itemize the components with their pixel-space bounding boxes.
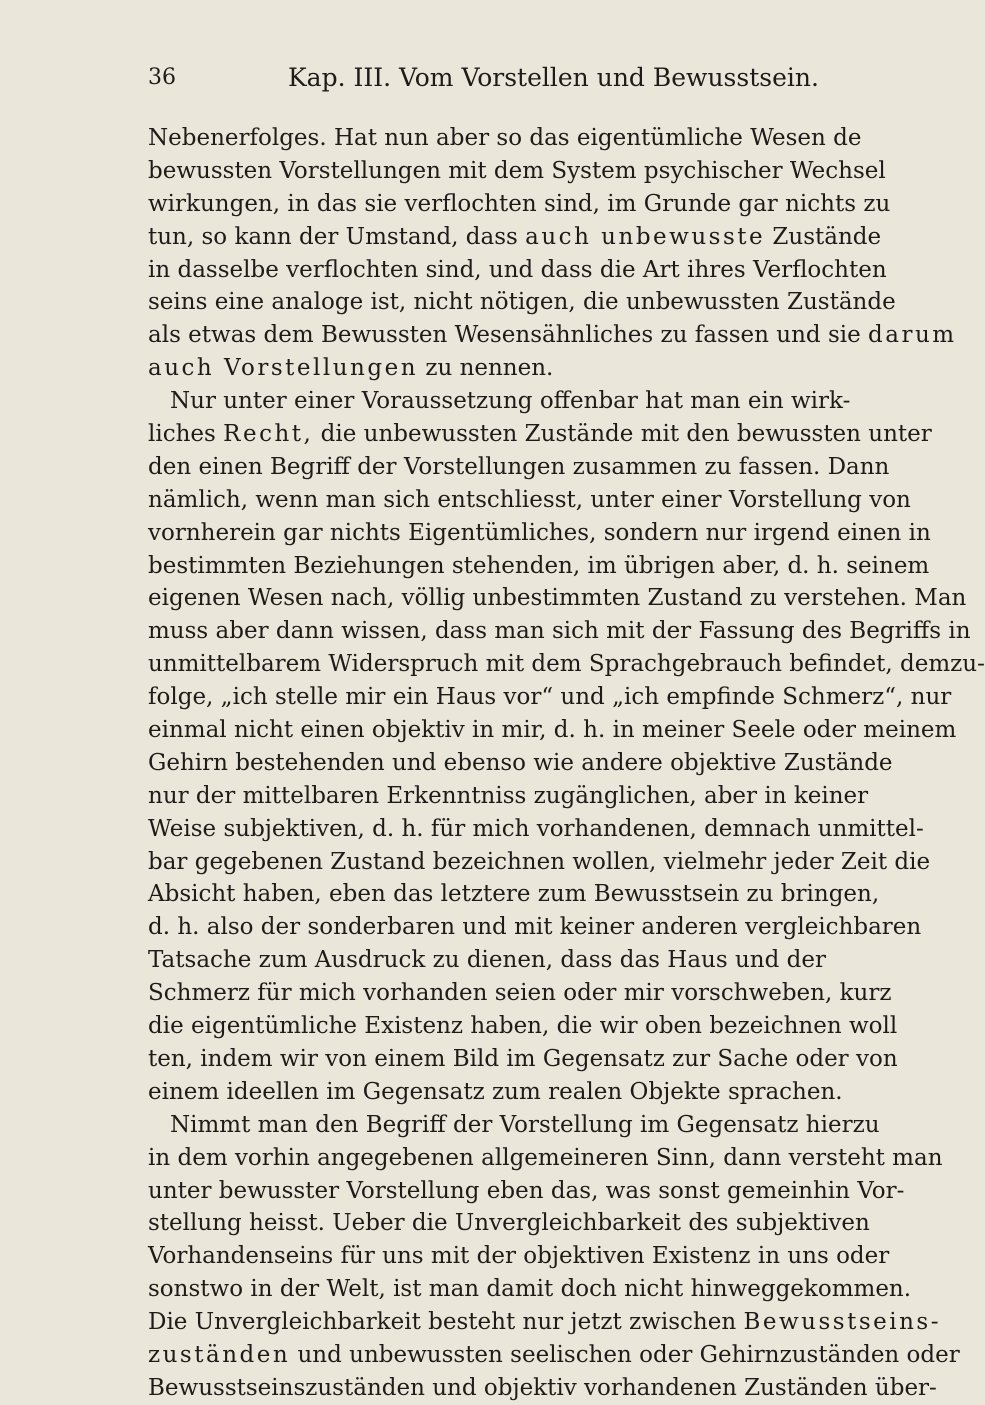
text-line: einmal nicht einen objektiv in mir, d. h. in meiner Seele oder meinem	[148, 717, 957, 744]
text-line: wirkungen, in das sie verflochten sind, im Grunde gar nichts zu	[148, 190, 891, 217]
text-line: Nebenerfolges. Hat nun aber so das eigentümliche Wesen de	[148, 125, 862, 151]
text-line	[148, 319, 957, 352]
spaced-emphasis: Bewusstseins-	[743, 1309, 942, 1336]
text-line: den einen Begriff der Vorstellungen zusammen zu fassen. Dann	[148, 453, 890, 480]
page-number: 36	[148, 65, 176, 90]
spaced-emphasis: auch Vorstellungen	[148, 355, 419, 382]
text-line: ten, indem wir von einem Bild im Gegensatz zur Sache oder von	[148, 1045, 898, 1072]
text-line: in dem vorhin angegebenen allgemeineren Sinn, dann versteht man	[148, 1144, 943, 1171]
text-line: bewussten Vorstellungen mit dem System psychischer Wechsel	[148, 157, 886, 184]
text-segment: als etwas dem Bewussten Wesensähnliches zu fassen und sie	[148, 322, 869, 349]
text-line	[148, 1306, 942, 1339]
text-line: unmittelbarem Widerspruch mit dem Sprachgebrauch befindet, demzu-	[148, 651, 985, 678]
spaced-emphasis: auch unbewusste	[525, 223, 766, 250]
text-segment: Zustände	[765, 223, 882, 250]
text-line: Schmerz für mich vorhanden seien oder mir vorschweben, kurz	[148, 980, 892, 1007]
text-line	[148, 418, 932, 451]
spaced-emphasis: Recht,	[223, 421, 314, 448]
text-line: einem ideellen im Gegensatz zum realen Objekte sprachen.	[148, 1078, 843, 1105]
text-line: muss aber dann wissen, dass man sich mit der Fassung des Begriffs in	[148, 618, 971, 645]
text-line: sonstwo in der Welt, ist man damit doch nicht hinweggekommen.	[148, 1276, 912, 1303]
text-line: die eigentümliche Existenz haben, die wir oben bezeichnen woll	[148, 1013, 898, 1040]
text-line: Gehirn bestehenden und ebenso wie andere objektive Zustände	[148, 749, 893, 776]
body-text	[148, 122, 985, 1405]
chapter-title: Kap. III. Vom Vorstellen und Bewusstsein.	[288, 63, 819, 92]
text-line	[148, 352, 828, 385]
text-line: Absicht haben, eben das letztere zum Bewusstsein zu bringen,	[148, 881, 880, 908]
text-line: Bewusstseinszuständen und objektiv vorhandenen Zuständen über-	[148, 1374, 937, 1401]
text-line	[148, 1339, 960, 1372]
text-line: Nimmt man den Begriff der Vorstellung im Gegensatz hierzu	[170, 1111, 880, 1138]
text-line: folge, „ich stelle mir ein Haus vor“ und „ich empfinde Schmerz“, nur	[148, 684, 952, 711]
text-line: bestimmten Beziehungen stehenden, im übrigen aber, d. h. seinem	[148, 552, 930, 579]
text-segment: liches	[148, 421, 224, 448]
running-head	[148, 60, 819, 96]
text-line: unter bewusster Vorstellung eben das, was sonst gemeinhin Vor-	[148, 1177, 905, 1204]
text-segment: tun, so kann der Umstand, dass	[148, 223, 526, 250]
text-line: seins eine analoge ist, nicht nötigen, die unbewussten Zustände	[148, 289, 896, 316]
text-line: bar gegebenen Zustand bezeichnen wollen, vielmehr jeder Zeit die	[148, 848, 931, 875]
spaced-emphasis: darum	[868, 322, 957, 349]
text-line	[148, 221, 882, 254]
text-line: stellung heisst. Ueber die Unvergleichbarkeit des subjektiven	[148, 1210, 870, 1237]
text-line: vornherein gar nichts Eigentümliches, sondern nur irgend einen in	[148, 519, 931, 546]
text-line: d. h. also der sonderbaren und mit keiner anderen vergleichbaren	[148, 914, 922, 941]
text-line: Nur unter einer Voraussetzung offenbar hat man ein wirk-	[170, 388, 851, 415]
text-line: Vorhandenseins für uns mit der objektiven Existenz in uns oder	[148, 1243, 890, 1270]
text-line: Tatsache zum Ausdruck zu dienen, dass das Haus und der	[148, 947, 826, 974]
text-line: nämlich, wenn man sich entschliesst, unter einer Vorstellung von	[148, 486, 911, 513]
text-line: nur der mittelbaren Erkenntniss zugänglichen, aber in keiner	[148, 782, 869, 809]
text-line: Weise subjektiven, d. h. für mich vorhandenen, demnach unmittel-	[148, 815, 924, 842]
text-line: in dasselbe verflochten sind, und dass die Art ihres Verflochten	[148, 256, 887, 283]
text-segment: die unbewussten Zustände mit den bewussten unter	[313, 421, 932, 448]
text-segment: Die Unvergleichbarkeit besteht nur jetzt zwischen	[148, 1309, 744, 1336]
spaced-emphasis: zuständen	[148, 1341, 291, 1368]
text-segment: und unbewussten seelischen oder Gehirnzuständen oder	[290, 1341, 960, 1368]
text-segment: zu nennen.	[418, 355, 554, 382]
text-line: eigenen Wesen nach, völlig unbestimmten Zustand zu verstehen. Man	[148, 585, 967, 612]
